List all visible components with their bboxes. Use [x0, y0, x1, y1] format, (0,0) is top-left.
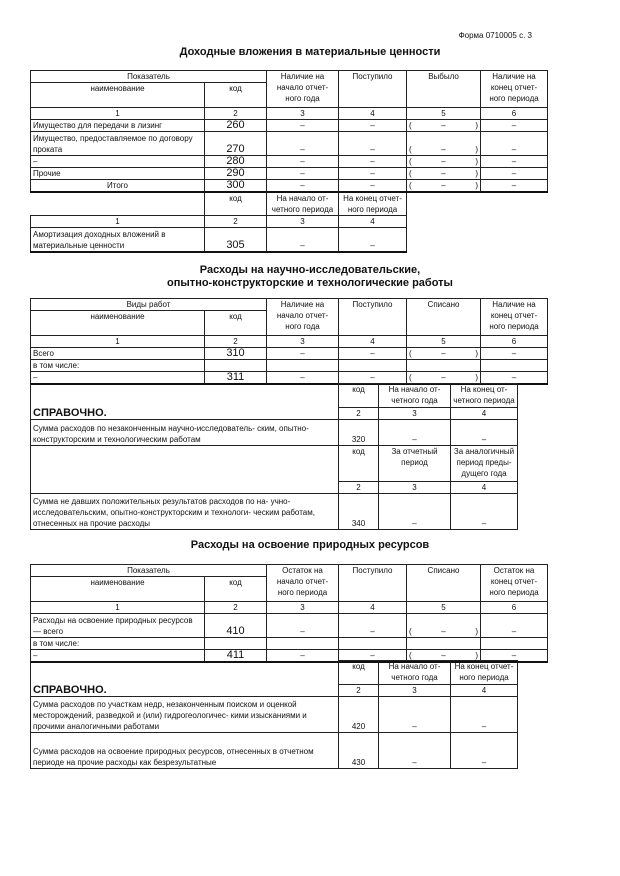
cell: –: [267, 120, 339, 132]
row-code: 270: [205, 132, 267, 156]
cell: –: [481, 156, 548, 168]
section2-reference-table: [30, 383, 518, 530]
cell: [481, 360, 548, 372]
cell: ( – ): [407, 348, 481, 360]
colnum: 5: [407, 336, 481, 348]
cell: [267, 638, 339, 650]
colnum: 3: [379, 685, 451, 697]
row-name: Сумма расходов на освоение природных ресурсов, отнесенных в отчетном периоде на прочие расходы как безрезультатные: [31, 733, 339, 769]
row-code: [205, 638, 267, 650]
cell: [339, 638, 407, 650]
section2-table: [30, 298, 548, 385]
cell: –: [339, 650, 407, 663]
ref-head-code: код: [339, 446, 379, 482]
cell: –: [339, 614, 407, 638]
cell: –: [267, 348, 339, 360]
cell: –: [481, 168, 548, 180]
cell: –: [339, 348, 407, 360]
table-row: [31, 120, 548, 132]
header-col4: Поступило: [339, 565, 407, 602]
spravka-label: СПРАВОЧНО.: [33, 684, 107, 696]
cell: –: [379, 420, 451, 446]
row-code: 305: [205, 228, 267, 252]
header-indicator: Показатель: [31, 71, 267, 83]
table-row: [31, 494, 518, 530]
ref-head-c3: За отчетный период: [379, 446, 451, 482]
colnum: 3: [379, 482, 451, 494]
cell: [407, 638, 481, 650]
header-name: наименование: [31, 311, 205, 336]
subhead-c3: На начало от- четного периода: [267, 192, 339, 216]
cell: ( – ): [407, 168, 481, 180]
cell: ( – ): [407, 372, 481, 385]
subhead-c4: На конец отчет- ного периода: [339, 192, 407, 216]
cell: –: [481, 132, 548, 156]
colnum: 1: [31, 602, 205, 614]
cell: –: [267, 168, 339, 180]
table-row: [31, 420, 518, 446]
colnum: 2: [339, 482, 379, 494]
table-row: [31, 614, 548, 638]
colnum: 4: [451, 408, 518, 420]
cell: –: [267, 156, 339, 168]
row-code: 311: [205, 372, 267, 385]
cell: –: [267, 614, 339, 638]
cell: –: [481, 650, 548, 663]
cell: –: [481, 614, 548, 638]
colnum: 2: [205, 336, 267, 348]
cell: –: [339, 120, 407, 132]
section3-table: [30, 564, 548, 663]
cell: –: [339, 156, 407, 168]
ref-head-code: код: [339, 661, 379, 685]
section3-title: Расходы на освоение природных ресурсов: [190, 539, 430, 551]
colnum: 2: [205, 602, 267, 614]
header-col6: Остаток на конец отчет- ного периода: [481, 565, 548, 602]
cell: –: [267, 228, 339, 252]
header-col3: Наличие на начало отчет- ного года: [267, 299, 339, 336]
colnum: 6: [481, 602, 548, 614]
row-code: 430: [339, 733, 379, 769]
table-row-total: [31, 180, 548, 193]
cell: –: [481, 180, 548, 193]
row-name: –: [31, 372, 205, 385]
row-name: Итого: [31, 180, 205, 193]
table-row: [31, 156, 548, 168]
table-row: [31, 348, 548, 360]
cell: ( – ): [407, 650, 481, 663]
row-code: 411: [205, 650, 267, 663]
row-name: Амортизация доходных вложений в материальные ценности: [31, 228, 205, 252]
header-col5: Выбыло: [407, 71, 481, 108]
table-row: [31, 168, 548, 180]
table-row: [31, 228, 548, 252]
header-indicator: Показатель: [31, 565, 267, 577]
colnum: 3: [379, 408, 451, 420]
section2-title-line2: опытно-конструкторские и технологические работы: [167, 277, 453, 289]
header-name: наименование: [31, 577, 205, 602]
cell: [339, 360, 407, 372]
colnum: 2: [205, 108, 267, 120]
section1-table: [30, 70, 548, 253]
header-code: код: [205, 83, 267, 108]
header-col6: Наличие на конец отчет- ного периода: [481, 299, 548, 336]
table-row: [31, 733, 518, 769]
header-col5: Списано: [407, 565, 481, 602]
colnum: 5: [407, 108, 481, 120]
row-name: Сумма расходов по незаконченным научно-исследователь- ским, опытно-конструкторским и технологическим работам: [31, 420, 339, 446]
colnum: 4: [339, 602, 407, 614]
row-name: в том числе:: [31, 638, 205, 650]
row-name: Сумма не давших положительных результатов расходов по на- учно-исследовательским, опытно-конструкторским и технологи- ческим работам, отнесенных на прочие расходы: [31, 494, 339, 530]
colnum: 2: [339, 408, 379, 420]
header-code: код: [205, 311, 267, 336]
row-code: 290: [205, 168, 267, 180]
spravka-label: СПРАВОЧНО.: [33, 407, 107, 419]
cell: –: [451, 494, 518, 530]
colnum: 1: [31, 336, 205, 348]
cell: –: [481, 372, 548, 385]
table-row: [31, 697, 518, 733]
colnum: 4: [339, 108, 407, 120]
row-name: –: [31, 650, 205, 663]
row-code: 340: [339, 494, 379, 530]
form-number: Форма 0710005 с. 3: [458, 31, 532, 40]
cell: [267, 360, 339, 372]
row-name: Всего: [31, 348, 205, 360]
cell: –: [451, 420, 518, 446]
colnum: 3: [267, 336, 339, 348]
cell: –: [339, 168, 407, 180]
header-indicator: Виды работ: [31, 299, 267, 311]
cell: –: [267, 650, 339, 663]
cell: –: [339, 372, 407, 385]
cell: –: [267, 372, 339, 385]
table-row: [31, 132, 548, 156]
cell: [481, 638, 548, 650]
colnum: 4: [451, 685, 518, 697]
ref-head-c4: За аналогичный период преды- дущего года: [451, 446, 518, 482]
colnum: 4: [339, 216, 407, 228]
row-name: в том числе:: [31, 360, 205, 372]
ref-head-c3: На начало от- четного года: [379, 384, 451, 408]
header-col6: Наличие на конец отчет- ного периода: [481, 71, 548, 108]
ref-head-c4: На конец отчет- ного периода: [451, 661, 518, 685]
header-col3: Наличие на начало отчет- ного года: [267, 71, 339, 108]
cell: –: [339, 132, 407, 156]
row-code: 420: [339, 697, 379, 733]
colnum: 3: [267, 108, 339, 120]
cell: –: [379, 733, 451, 769]
cell: ( – ): [407, 156, 481, 168]
ref-head-code: код: [339, 384, 379, 408]
cell: –: [379, 494, 451, 530]
header-col4: Поступило: [339, 299, 407, 336]
row-code: [205, 360, 267, 372]
cell: –: [451, 733, 518, 769]
colnum: 2: [339, 685, 379, 697]
cell: ( – ): [407, 120, 481, 132]
colnum: 6: [481, 108, 548, 120]
row-name: Сумма расходов по участкам недр, незаконченным поиском и оценкой месторождений, разведкой и (или) гидрогеологичес- кими изысканиями и прочими аналогичными работами: [31, 697, 339, 733]
section2-title-line1: Расходы на научно-исследовательские,: [199, 264, 421, 276]
cell: [407, 360, 481, 372]
header-col5: Списано: [407, 299, 481, 336]
colnum: 4: [451, 482, 518, 494]
colnum: 2: [205, 216, 267, 228]
cell: –: [481, 120, 548, 132]
row-code: 260: [205, 120, 267, 132]
header-col3: Остаток на начало отчет- ного периода: [267, 565, 339, 602]
colnum: 3: [267, 602, 339, 614]
row-name: Прочие: [31, 168, 205, 180]
cell: –: [451, 697, 518, 733]
row-name: Имущество для передачи в лизинг: [31, 120, 205, 132]
cell: –: [481, 348, 548, 360]
table-row: [31, 360, 548, 372]
row-code: 280: [205, 156, 267, 168]
row-code: 410: [205, 614, 267, 638]
row-name: Имущество, предоставляемое по договору проката: [31, 132, 205, 156]
colnum: 4: [339, 336, 407, 348]
cell: –: [267, 132, 339, 156]
header-code: код: [205, 577, 267, 602]
row-name: Расходы на освоение природных ресурсов — всего: [31, 614, 205, 638]
cell: –: [267, 180, 339, 193]
cell: –: [339, 180, 407, 193]
section3-reference-table: [30, 660, 518, 769]
subhead-code: код: [205, 192, 267, 216]
section1-title: Доходные вложения в материальные ценности: [179, 46, 441, 58]
row-code: 300: [205, 180, 267, 193]
colnum: 6: [481, 336, 548, 348]
header-name: наименование: [31, 83, 205, 108]
cell: ( – ): [407, 180, 481, 193]
row-code: 320: [339, 420, 379, 446]
cell: –: [339, 228, 407, 252]
row-name: –: [31, 156, 205, 168]
colnum: 5: [407, 602, 481, 614]
colnum: 1: [31, 108, 205, 120]
row-code: 310: [205, 348, 267, 360]
cell: ( – ): [407, 132, 481, 156]
colnum: 3: [267, 216, 339, 228]
ref-head-c3: На начало от- четного года: [379, 661, 451, 685]
cell: ( – ): [407, 614, 481, 638]
header-col4: Поступило: [339, 71, 407, 108]
table-row: [31, 638, 548, 650]
ref-head-c4: На конец от- четного периода: [451, 384, 518, 408]
cell: –: [379, 697, 451, 733]
colnum: 1: [31, 216, 205, 228]
